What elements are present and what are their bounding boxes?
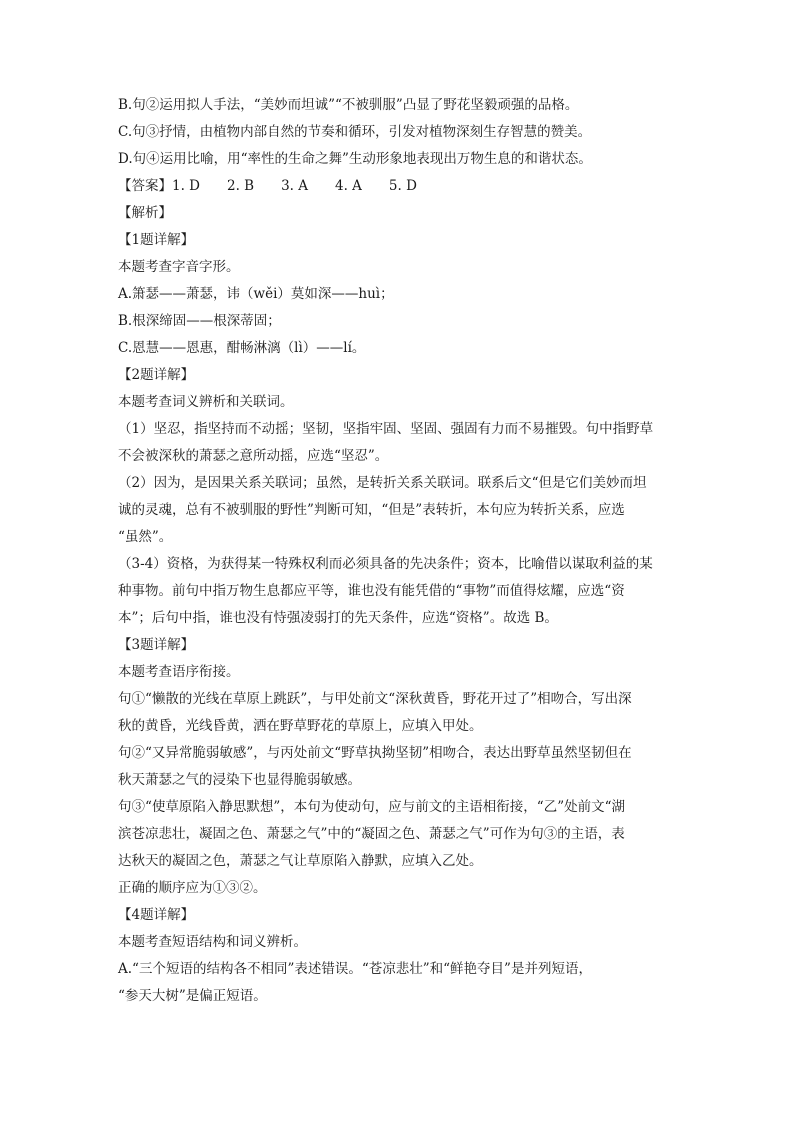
- q1-item-c: C.恩慧——恩惠，酣畅淋漓（lì）——lí。: [118, 340, 366, 356]
- q3-order: 正确的顺序应为①③②。: [118, 880, 267, 896]
- q2-para1-line1: （1）坚忍，指坚持而不动摇；坚韧，坚指牢固、坚固、强固有力而不易摧毁。句中指野草: [118, 421, 654, 437]
- q1-item-b: B.根深缔固——根深蒂固；: [118, 313, 281, 329]
- q4-heading: 【4题详解】: [118, 907, 195, 923]
- q3-heading: 【3题详解】: [118, 637, 195, 653]
- q3-topic: 本题考查语序衔接。: [118, 664, 240, 680]
- q2-para2-line2: 诚的灵魂，总有不被驯服的野性”判断可知，“但是”表转折，本句应为转折关系，应选: [118, 502, 625, 518]
- q3-sentence1-line1: 句①“懒散的光线在草原上跳跃”，与甲处前文“深秋黄昏，野花开过了”相吻合，写出深: [118, 691, 632, 707]
- q3-sentence3-line1: 句③“使草原陷入静思默想”，本句为使动句，应与前文的主语相衔接，“乙”处前文“湖: [118, 799, 626, 815]
- q1-item-a: A.箫瑟——萧瑟，讳（wěi）莫如深——huì；: [118, 286, 394, 302]
- q2-topic: 本题考查词义辨析和关联词。: [118, 394, 294, 410]
- q3-sentence2-line2: 秋天萧瑟之气的浸染下也显得脆弱敏感。: [118, 772, 361, 788]
- q3-sentence1-line2: 秋的黄昏，光线昏黄，洒在野草野花的草原上，应填入甲处。: [118, 718, 483, 734]
- q2-para3-line3: 本”；后句中指，谁也没有恃强凌弱打的先天条件，应选“资格”。故选 B。: [118, 610, 558, 626]
- q3-sentence3-line2: 滨苍凉悲壮，凝固之色、萧瑟之气”中的“凝固之色、萧瑟之气”可作为句③的主语，表: [118, 826, 625, 842]
- analysis-heading: 【解析】: [118, 205, 172, 221]
- q2-para2-line1: （2）因为，是因果关系关联词；虽然，是转折关系关联词。联系后文“但是它们美妙而坦: [118, 475, 647, 491]
- q2-para1-line2: 不会被深秋的萧瑟之意所动摇，应选“坚忍”。: [118, 448, 389, 464]
- answer-line: 【答案】1. D 2. B 3. A 4. A 5. D: [118, 178, 417, 194]
- q1-topic: 本题考查字音字形。: [118, 259, 240, 275]
- q4-item-a-line1: A.“三个短语的结构各不相同”表述错误。“苍凉悲壮”和“鲜艳夺目”是并列短语，: [118, 961, 592, 977]
- q1-heading: 【1题详解】: [118, 232, 195, 248]
- q2-para3-line2: 种事物。前句中指万物生息都应平等，谁也没有能凭借的“事物”而值得炫耀，应选“资: [118, 583, 625, 599]
- q2-para3-line1: （3-4）资格，为获得某一特殊权利而必须具备的先决条件；资本，比喻借以谋取利益的某: [118, 556, 653, 572]
- option-b: B.句②运用拟人手法，“美妙而坦诚”“不被驯服”凸显了野花坚毅顽强的品格。: [118, 97, 579, 113]
- option-c: C.句③抒情，由植物内部自然的节奏和循环，引发对植物深刻生存智慧的赞美。: [118, 124, 592, 140]
- q3-sentence2-line1: 句②“又异常脆弱敏感”，与丙处前文“野草执拗坚韧”相吻合，表达出野草虽然坚韧但在: [118, 745, 632, 761]
- option-d: D.句④运用比喻，用“率性的生命之舞”生动形象地表现出万物生息的和谐状态。: [118, 151, 592, 167]
- q3-sentence3-line3: 达秋天的凝固之色，萧瑟之气让草原陷入静默，应填入乙处。: [118, 853, 483, 869]
- q2-heading: 【2题详解】: [118, 367, 195, 383]
- q4-topic: 本题考查短语结构和词义辨析。: [118, 934, 307, 950]
- q4-item-a-line2: “参天大树”是偏正短语。: [118, 988, 267, 1004]
- q2-para2-line3: “虽然”。: [118, 529, 173, 545]
